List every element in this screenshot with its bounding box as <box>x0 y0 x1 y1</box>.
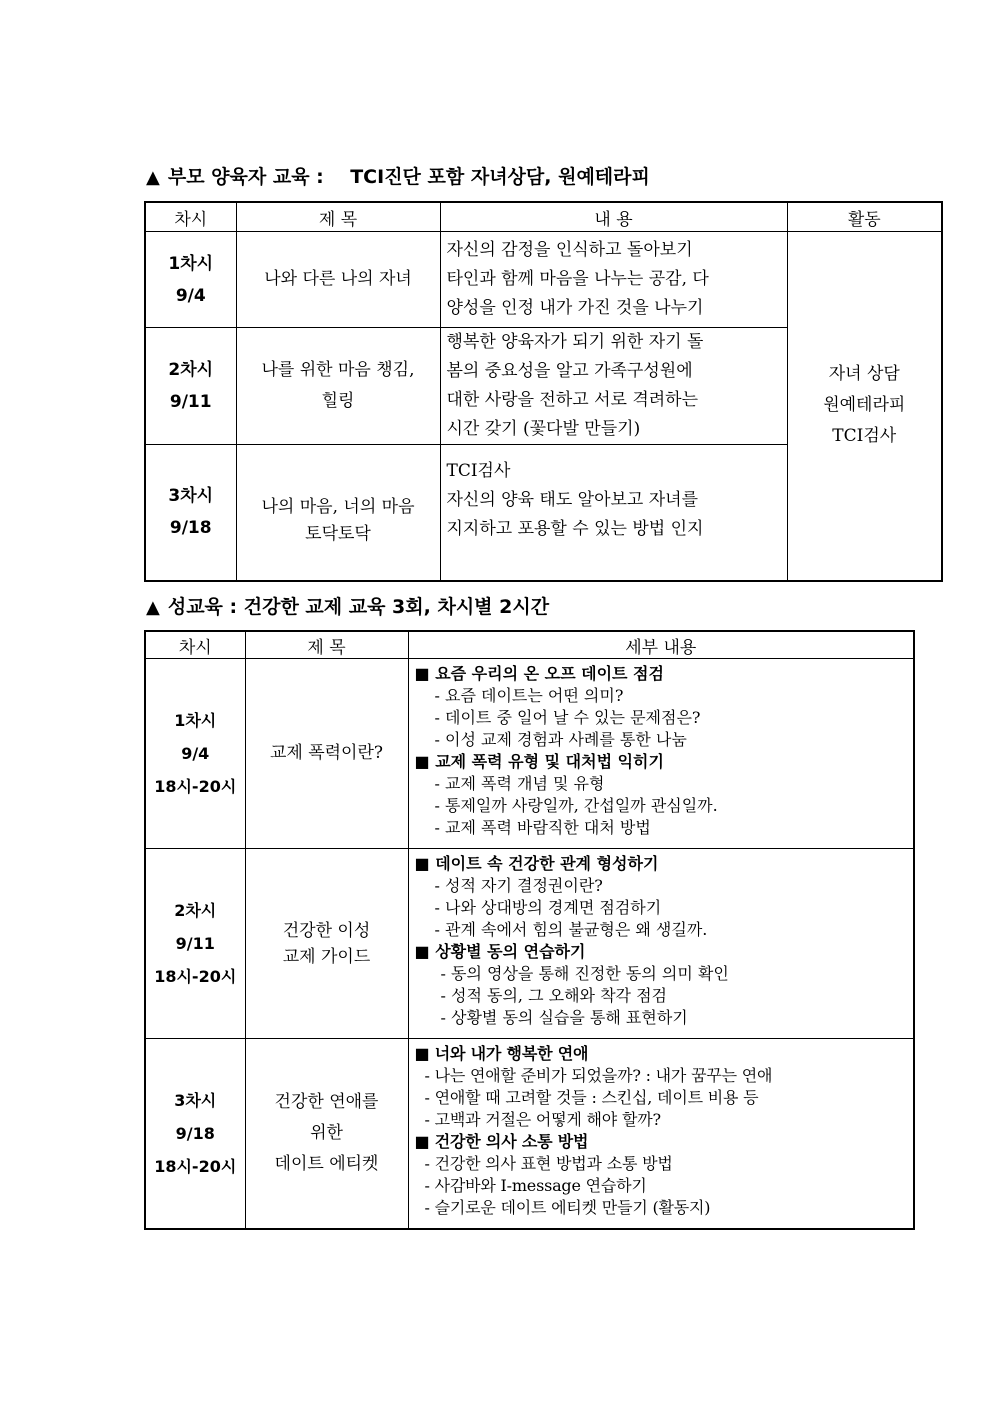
detail-cell <box>408 849 914 1039</box>
header-title: 제 목 <box>236 202 440 232</box>
table-row <box>145 232 942 328</box>
content-line: 자신의 양육 태도 알아보고 자녀를 <box>446 490 699 510</box>
list-item-text: 데이트 중 일어 날 수 있는 문제점은? <box>445 708 701 727</box>
table-row <box>145 659 914 849</box>
session-cell <box>145 659 245 849</box>
group-heading <box>415 853 910 875</box>
list-item-text: 동의 영상을 통해 진정한 동의 의미 확인 <box>451 964 729 983</box>
list-item-text: 요즘 데이트는 어떤 의미? <box>445 686 624 705</box>
title-text: 건강한 연애를 <box>274 1091 379 1112</box>
group-heading <box>415 1131 910 1153</box>
list-item-text: 슬기로운 데이트 에티켓 만들기 (활동지) <box>434 1198 711 1217</box>
list-item-text: 연애할 때 고려할 것들 : 스킨십, 데이트 비용 등 <box>434 1088 759 1107</box>
activity-line: 원예테라피 <box>823 395 906 416</box>
content-line: 봄의 중요성을 알고 가족구성원에 <box>446 361 693 381</box>
session-date: 9/11 <box>175 934 215 953</box>
activity-line: 자녀 상담 <box>828 364 900 385</box>
header-session: 차시 <box>145 202 236 232</box>
title-cell <box>236 232 440 328</box>
section1-heading <box>146 162 650 189</box>
triangle-bullet-icon: ▲ <box>146 597 160 618</box>
session-time: 18시-20시 <box>154 777 237 796</box>
section2-heading-text: 성교육 : 건강한 교제 교육 3회, 차시별 2시간 <box>167 596 550 618</box>
content-line: 양성을 인정 내가 가진 것을 나누기 <box>446 298 704 318</box>
square-bullet-icon: ■ <box>414 942 436 961</box>
title-text: 힐링 <box>321 391 355 411</box>
session-label: 3차시 <box>174 1090 217 1110</box>
list-item: - 관계 속에서 힘의 불균형은 왜 생길까. <box>434 920 708 939</box>
group-heading-text: 요즘 우리의 온 오프 데이트 점검 <box>435 664 664 683</box>
list-item: - 이성 교제 경험과 사례를 통한 나눔 <box>434 730 687 749</box>
table-header-row <box>145 202 942 232</box>
list-item-text: 고백과 거절은 어떻게 해야 할까? <box>434 1110 661 1129</box>
content-line: 대한 사랑을 전하고 서로 격려하는 <box>446 390 699 410</box>
square-bullet-icon: ■ <box>414 752 436 771</box>
title-text: 건강한 이성 <box>282 920 371 941</box>
list-item-text: 나와 상대방의 경계면 점검하기 <box>445 898 662 917</box>
content-line: TCI검사 <box>446 461 511 481</box>
session-label: 1차시 <box>174 711 217 730</box>
title-text: 나를 위한 마음 챙김, <box>261 360 415 380</box>
list-item: - 요즘 데이트는 어떤 의미? <box>434 686 624 705</box>
list-item: - 동의 영상을 통해 진정한 동의 의미 확인 <box>440 964 729 983</box>
triangle-bullet-icon: ▲ <box>146 167 160 188</box>
content-line: 행복한 양육자가 되기 위한 자기 돌 <box>446 332 704 352</box>
list-item-text: 건강한 의사 표현 방법과 소통 방법 <box>434 1154 673 1173</box>
content-line: 시간 갖기 (꽃다발 만들기) <box>446 419 641 439</box>
header-session: 차시 <box>145 631 245 659</box>
list-item-text: 성적 동의, 그 오해와 착각 점검 <box>451 986 667 1005</box>
square-bullet-icon: ■ <box>414 1132 435 1151</box>
session-date: 9/11 <box>169 392 212 412</box>
content-line: 타인과 함께 마음을 나누는 공감, 다 <box>446 269 709 289</box>
header-content: 내 용 <box>440 202 787 232</box>
session-cell <box>145 328 236 445</box>
session-label: 3차시 <box>168 486 214 507</box>
session-cell <box>145 445 236 581</box>
detail-cell <box>408 659 914 849</box>
content-line: 지지하고 포용할 수 있는 방법 인지 <box>446 519 704 539</box>
group-heading-text: 건강한 의사 소통 방법 <box>434 1132 589 1151</box>
table-row <box>145 849 914 1039</box>
activity-line: TCI검사 <box>832 426 897 447</box>
list-item-text: 이성 교제 경험과 사례를 통한 나눔 <box>445 730 687 749</box>
session-cell <box>145 232 236 328</box>
list-item: - 건강한 의사 표현 방법과 소통 방법 <box>424 1154 673 1173</box>
table-header-row <box>145 631 914 659</box>
title-cell <box>245 1039 408 1229</box>
session-date: 9/18 <box>175 1123 215 1143</box>
section2-heading <box>146 592 549 619</box>
list-item-text: 관계 속에서 힘의 불균형은 왜 생길까. <box>445 920 708 939</box>
list-item: - 성적 자기 결정권이란? <box>434 876 603 895</box>
session-cell <box>145 1039 245 1229</box>
group-heading-text: 데이트 속 건강한 관계 형성하기 <box>435 854 659 873</box>
session-cell <box>145 849 245 1039</box>
title-text: 토닥토닥 <box>305 524 371 545</box>
title-cell <box>245 659 408 849</box>
list-item-text: 교제 폭력 바람직한 대처 방법 <box>445 818 651 837</box>
detail-cell <box>408 1039 914 1229</box>
group-heading <box>415 941 910 963</box>
list-item: - 연애할 때 고려할 것들 : 스킨십, 데이트 비용 등 <box>424 1088 759 1107</box>
title-cell <box>236 445 440 581</box>
list-item: - 나와 상대방의 경계면 점검하기 <box>434 898 662 917</box>
session-time: 18시-20시 <box>154 1156 237 1176</box>
list-item: - 고백과 거절은 어떻게 해야 할까? <box>424 1110 661 1129</box>
group-heading <box>415 663 910 685</box>
title-text: 나와 다른 나의 자녀 <box>264 269 412 289</box>
group-heading-text: 상황별 동의 연습하기 <box>435 942 586 961</box>
header-title: 제 목 <box>245 631 408 659</box>
session-label: 2차시 <box>168 360 214 380</box>
title-text: 교제 폭력이란? <box>269 743 384 763</box>
square-bullet-icon: ■ <box>414 1044 435 1063</box>
list-item: - 교제 폭력 개념 및 유형 <box>434 774 605 793</box>
list-item-text: 나는 연애할 준비가 되었을까? : 내가 꿈꾸는 연애 <box>434 1066 773 1085</box>
header-activity: 활동 <box>787 202 942 232</box>
list-item: - 통제일까 사랑일까, 간섭일까 관심일까. <box>434 796 718 815</box>
list-item: - 나는 연애할 준비가 되었을까? : 내가 꿈꾸는 연애 <box>424 1066 773 1085</box>
content-line: 자신의 감정을 인식하고 돌아보기 <box>446 240 693 260</box>
session-date: 9/4 <box>175 285 206 306</box>
session-label: 2차시 <box>174 901 217 920</box>
group-heading <box>415 1043 910 1065</box>
header-detail: 세부 내용 <box>408 631 914 659</box>
table-row <box>145 1039 914 1229</box>
list-item: - 슬기로운 데이트 에티켓 만들기 (활동지) <box>424 1198 711 1217</box>
list-item: - 상황별 동의 실습을 통해 표현하기 <box>440 1008 688 1027</box>
list-item-text: 사감바와 I-message 연습하기 <box>434 1176 647 1195</box>
group-heading <box>415 751 910 773</box>
activity-cell <box>787 232 942 581</box>
list-item: - 사감바와 I-message 연습하기 <box>424 1176 647 1195</box>
title-cell <box>236 328 440 445</box>
title-text: 위한 <box>310 1122 343 1143</box>
parent-education-table <box>144 201 943 582</box>
square-bullet-icon: ■ <box>414 664 436 683</box>
square-bullet-icon: ■ <box>414 854 436 873</box>
section1-heading-text: 부모 양육자 교육 : TCI진단 포함 자녀상담, 원예테라피 <box>167 166 650 188</box>
title-text: 교제 가이드 <box>282 946 371 967</box>
group-heading-text: 너와 내가 행복한 연애 <box>434 1044 589 1063</box>
list-item: - 교제 폭력 바람직한 대처 방법 <box>434 818 651 837</box>
title-text: 데이트 에티켓 <box>274 1153 379 1174</box>
list-item-text: 상황별 동의 실습을 통해 표현하기 <box>451 1008 688 1027</box>
group-heading-text: 교제 폭력 유형 및 대처법 익히기 <box>435 752 664 771</box>
session-time: 18시-20시 <box>154 967 237 986</box>
session-label: 1차시 <box>168 253 214 274</box>
title-text: 나의 마음, 너의 마음 <box>261 497 415 518</box>
title-cell <box>245 849 408 1039</box>
list-item: - 데이트 중 일어 날 수 있는 문제점은? <box>434 708 701 727</box>
session-date: 9/18 <box>169 518 212 539</box>
list-item-text: 성적 자기 결정권이란? <box>445 876 603 895</box>
content-cell <box>440 445 787 581</box>
session-date: 9/4 <box>181 744 210 763</box>
list-item-text: 통제일까 사랑일까, 간섭일까 관심일까. <box>445 796 718 815</box>
sex-education-table <box>144 630 915 1230</box>
list-item-text: 교제 폭력 개념 및 유형 <box>445 774 605 793</box>
content-cell <box>440 232 787 328</box>
content-cell <box>440 328 787 445</box>
list-item: - 성적 동의, 그 오해와 착각 점검 <box>440 986 667 1005</box>
